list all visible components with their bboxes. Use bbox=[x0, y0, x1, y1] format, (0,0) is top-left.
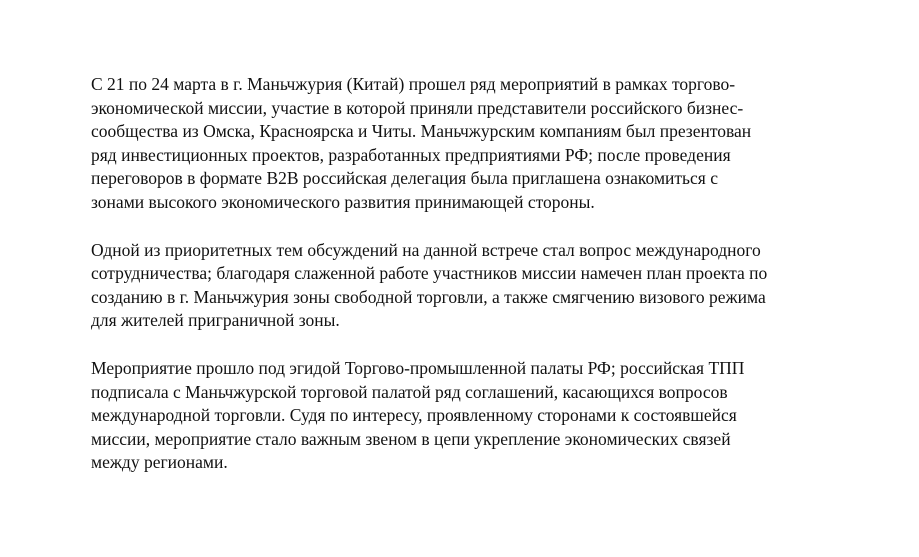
text-line: международной торговли. Судя по интересу, проявленному сторонами к состоявшейся bbox=[91, 405, 737, 426]
text-line: для жителей приграничной зоны. bbox=[91, 310, 340, 331]
text-line: зонами высокого экономического развития принимающей стороны. bbox=[91, 191, 595, 212]
paragraph-2 bbox=[91, 239, 881, 333]
text-line: С 21 по 24 марта в г. Маньчжурия (Китай) прошел ряд мероприятий в рамках торгово- bbox=[91, 74, 736, 94]
text-line: сообщества из Омска, Красноярска и Читы. Маньчжурским компаниям был презентован bbox=[91, 121, 752, 142]
text-line: экономической миссии, участие в которой приняли представители российского бизнес- bbox=[91, 97, 744, 118]
text-line: созданию в г. Маньчжурия зоны свободной торговли, а также смягчению визового режима bbox=[91, 286, 766, 307]
paragraph-3 bbox=[91, 357, 881, 475]
paragraph-1 bbox=[91, 73, 881, 215]
text-line: Мероприятие прошло под эгидой Торгово-промышленной палаты РФ; российская ТПП bbox=[91, 357, 745, 378]
text-line: подписала с Маньчжурской торговой палатой ряд соглашений, касающихся вопросов bbox=[91, 381, 728, 402]
text-line: между регионами. bbox=[91, 452, 228, 473]
text-line: сотрудничества; благодаря слаженной работе участников миссии намечен план проекта по bbox=[91, 263, 768, 284]
text-line: переговоров в формате B2B российская делегация была приглашена ознакомиться с bbox=[91, 168, 718, 189]
document-body bbox=[91, 73, 881, 499]
text-line: Одной из приоритетных тем обсуждений на данной встрече стал вопрос международного bbox=[91, 239, 761, 260]
text-line: миссии, мероприятие стало важным звеном в цепи укрепление экономических связей bbox=[91, 428, 731, 449]
text-line: ряд инвестиционных проектов, разработанных предприятиями РФ; после проведения bbox=[91, 144, 731, 165]
